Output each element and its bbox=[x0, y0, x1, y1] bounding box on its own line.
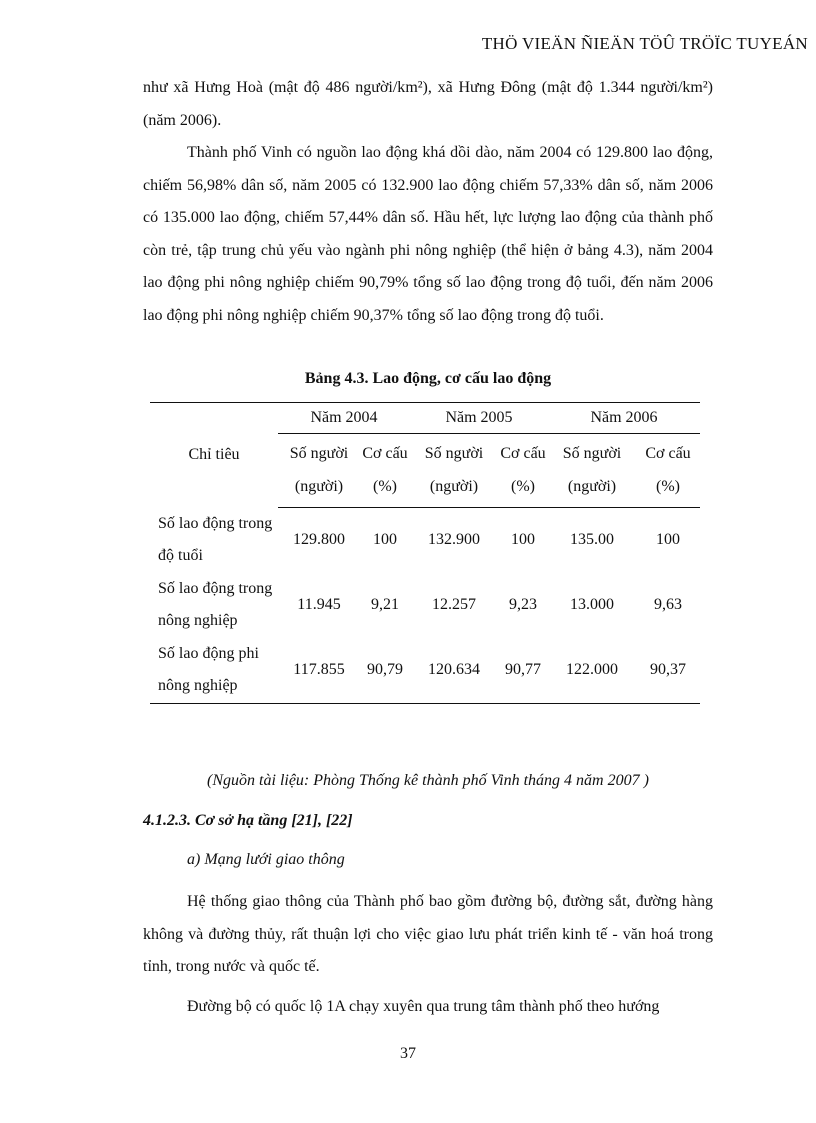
table-row bbox=[150, 573, 700, 638]
column-header: Số người (người) bbox=[548, 434, 636, 508]
column-header: Cơ cấu (%) bbox=[636, 434, 700, 508]
table-caption: Bảng 4.3. Lao động, cơ cấu lao động bbox=[304, 370, 552, 387]
table-cell: 12.257 bbox=[432, 595, 476, 613]
table-cell: 13.000 bbox=[570, 595, 614, 613]
column-header: Số người (người) bbox=[410, 434, 498, 508]
row-header-cell: Chỉ tiêu bbox=[150, 403, 278, 508]
table-source: (Nguồn tài liệu: Phòng Thống kê thành phố Vinh tháng 4 năm 2007 ) bbox=[207, 772, 649, 789]
paragraph-density: như xã Hưng Hoà (mật độ 486 người/km²), xã Hưng Đông (mật độ 1.344 người/km²) (năm 2006). bbox=[143, 79, 713, 129]
table-cell: 9,63 bbox=[654, 595, 682, 613]
paragraph-labor: Thành phố Vinh có nguồn lao động khá dồi dào, năm 2004 có 129.800 lao động, chiếm 56,98% dân số, năm 2005 có 132.900 lao động chiếm 57,33% dân số, năm 2006 có 135.000 lao động, chiếm 57,44% dân số. Hầu hết, lực lượng lao động của thành phố còn trẻ, tập trung chủ yếu vào ngành phi nông nghiệp (thể hiện ở bảng 4.3), năm 2004 lao động phi nông nghiệp chiếm 90,79% tổng số lao động trong độ tuổi, đến năm 2006 lao động phi nông nghiệp chiếm 90,37% tổng số lao động trong độ tuổi. bbox=[143, 144, 713, 324]
table-cell: 117.855 bbox=[278, 638, 360, 704]
year-header: Năm 2004 bbox=[278, 403, 410, 434]
paragraph-transport: Hệ thống giao thông của Thành phố bao gồm đường bộ, đường sắt, đường hàng không và đường thủy, rất thuận lợi cho việc giao lưu phát triển kinh tế - văn hoá trong tỉnh, trong nước và quốc tế. bbox=[143, 893, 713, 975]
table-cell: 100 bbox=[373, 531, 397, 548]
row-label: Số lao động trong độ tuổi bbox=[158, 514, 273, 564]
table-cell: 132.900 bbox=[428, 531, 480, 548]
table-row bbox=[150, 508, 700, 573]
table-row bbox=[150, 638, 700, 704]
paragraph-roads: Đường bộ có quốc lộ 1A chạy xuyên qua trung tâm thành phố theo hướng bbox=[187, 998, 660, 1015]
table-cell: 100 bbox=[511, 531, 535, 548]
section-heading: 4.1.2.3. Cơ sở hạ tầng [21], [22] bbox=[143, 812, 353, 829]
page-header: THÖ VIEÄN ÑIEÄN TÖÛ TRÖÏC TUYEÁN bbox=[481, 34, 808, 53]
table-cell: 129.800 bbox=[293, 531, 345, 548]
year-header: Năm 2005 bbox=[410, 403, 548, 434]
table-cell: 135.00 bbox=[570, 531, 614, 548]
year-header: Năm 2006 bbox=[548, 403, 700, 434]
table-cell: 100 bbox=[656, 531, 680, 548]
table-cell: 9,21 bbox=[371, 595, 399, 613]
column-header: Cơ cấu (%) bbox=[498, 434, 548, 508]
table-cell: 90,79 bbox=[360, 638, 410, 704]
table-cell: 11.945 bbox=[297, 595, 341, 613]
table-cell: 90,77 bbox=[498, 638, 548, 704]
table-cell: 122.000 bbox=[548, 638, 636, 704]
row-label: Số lao động trong nông nghiệp bbox=[158, 579, 273, 629]
page-number: 37 bbox=[400, 1045, 416, 1062]
labor-table bbox=[150, 402, 700, 704]
row-label: Số lao động phi nông nghiệp bbox=[150, 638, 278, 704]
table-cell: 90,37 bbox=[636, 638, 700, 704]
column-header: Số người (người) bbox=[278, 434, 360, 508]
column-header: Cơ cấu (%) bbox=[360, 434, 410, 508]
table-cell: 9,23 bbox=[509, 595, 537, 613]
subsection-heading: a) Mạng lưới giao thông bbox=[187, 851, 345, 868]
table-cell: 120.634 bbox=[410, 638, 498, 704]
